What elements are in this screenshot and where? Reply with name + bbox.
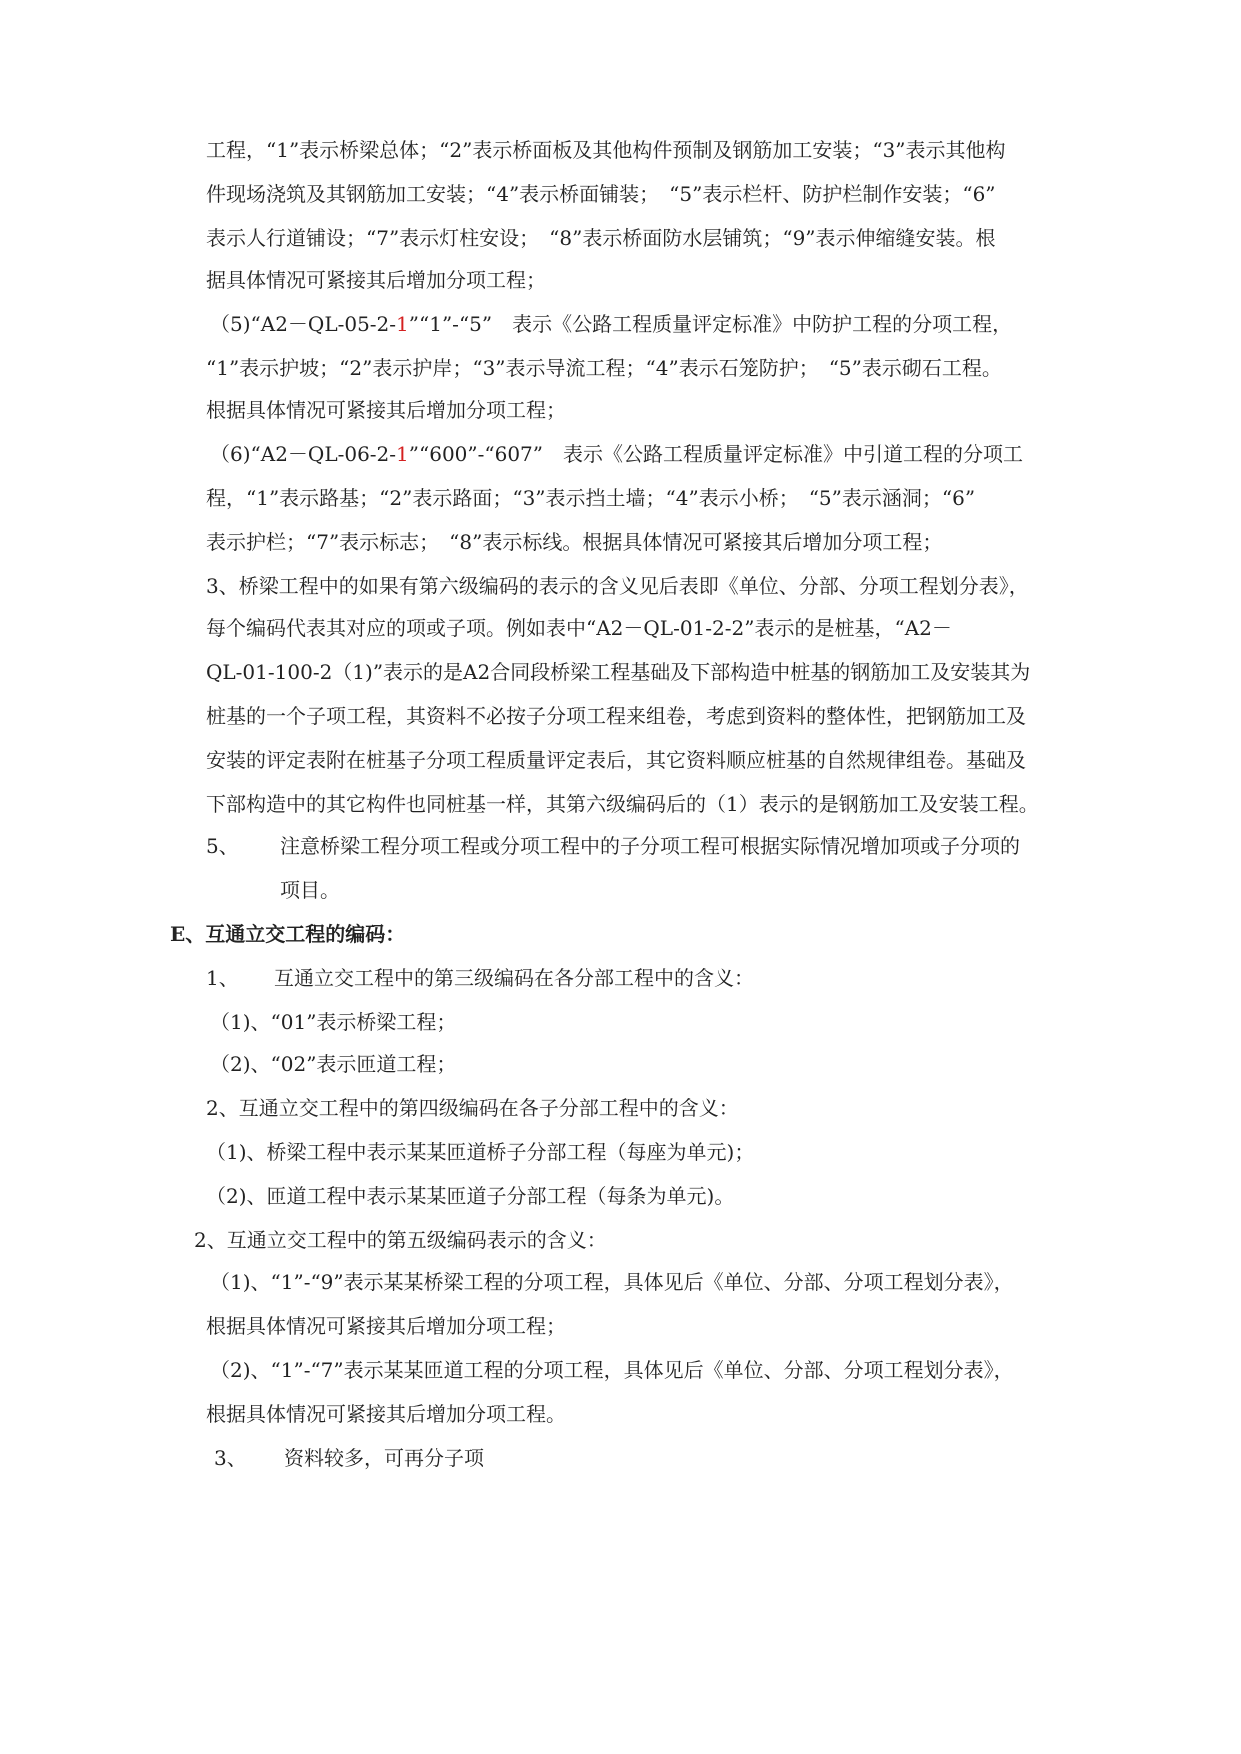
- list-number: 1、: [206, 966, 239, 990]
- paragraph-line: 根据具体情况可紧接其后增加分项工程；: [206, 1314, 566, 1338]
- paragraph-line: 桩基的一个子项工程，其资料不必按子分项工程来组卷，考虑到资料的整体性，把钢筋加工及: [206, 704, 1026, 728]
- paragraph-line: （1)、“01”表示桥梁工程；: [210, 1010, 457, 1034]
- list-item-e1-text: 互通立交工程中的第三级编码在各分部工程中的含义：: [274, 966, 754, 990]
- list-item-3: [214, 1444, 247, 1472]
- paragraph-line: 工程，“1”表示桥梁总体；“2”表示桥面板及其他构件预制及钢筋加工安装；“3”表示其他构: [206, 138, 1006, 162]
- paragraph-line: 根据具体情况可紧接其后增加分项工程；: [206, 398, 566, 422]
- paragraph-line: QL-01-100-2（1)”表示的是A2合同段桥梁工程基础及下部构造中桩基的钢筋加工及安装其为: [206, 660, 1031, 684]
- section-heading: E、互通立交工程的编码：: [170, 922, 406, 946]
- paragraph-line: （1)、“1”-“9”表示某某桥梁工程的分项工程，具体见后《单位、分部、分项工程划分表》，: [210, 1270, 1014, 1294]
- list-item-5: [206, 832, 239, 860]
- paragraph-line: 据具体情况可紧接其后增加分项工程；: [206, 268, 546, 292]
- paragraph-line: 2、互通立交工程中的第四级编码在各子分部工程中的含义：: [206, 1096, 739, 1120]
- paragraph-line: （1)、桥梁工程中表示某某匝道桥子分部工程（每座为单元)；: [206, 1140, 755, 1164]
- code-prefix: （5)“A2－QL-05-2-: [210, 312, 397, 336]
- paragraph-line-6: [210, 440, 1023, 468]
- code-suffix: ”“600”-“607” 表示《公路工程质量评定标准》中引道工程的分项工: [408, 442, 1024, 466]
- paragraph-line: 表示护栏；“7”表示标志； “8”表示标线。根据具体情况可紧接其后增加分项工程；: [206, 530, 943, 554]
- paragraph-line: 下部构造中的其它构件也同桩基一样，其第六级编码后的（1）表示的是钢筋加工及安装工程。: [206, 792, 1039, 816]
- list-item-5-text: 注意桥梁工程分项工程或分项工程中的子分项工程可根据实际情况增加项或子分项的: [280, 834, 1020, 858]
- code-prefix: （6)“A2－QL-06-2-: [210, 442, 397, 466]
- paragraph-line: 根据具体情况可紧接其后增加分项工程。: [206, 1402, 566, 1426]
- paragraph-line: 表示人行道铺设；“7”表示灯柱安设； “8”表示桥面防水层铺筑；“9”表示伸缩缝安装。根: [206, 226, 996, 250]
- code-highlight: 1: [396, 312, 409, 336]
- paragraph-line: “1”表示护坡；“2”表示护岸；“3”表示导流工程；“4”表示石笼防护； “5”表示砌石工程。: [206, 356, 1002, 380]
- paragraph-line: 每个编码代表其对应的项或子项。例如表中“A2－QL-01-2-2”表示的是桩基，“A2－: [206, 616, 952, 640]
- list-item-3-text: 资料较多，可再分子项: [284, 1446, 484, 1470]
- paragraph-line: （2)、匝道工程中表示某某匝道子分部工程（每条为单元)。: [206, 1184, 735, 1208]
- paragraph-line-5: [210, 310, 1012, 338]
- code-highlight: 1: [396, 442, 409, 466]
- paragraph-line: （2)、“1”-“7”表示某某匝道工程的分项工程，具体见后《单位、分部、分项工程划分表》，: [210, 1358, 1014, 1382]
- list-number: 5、: [206, 834, 239, 858]
- paragraph-line: 安装的评定表附在桩基子分项工程质量评定表后，其它资料顺应桩基的自然规律组卷。基础及: [206, 748, 1026, 772]
- paragraph-line: 件现场浇筑及其钢筋加工安装；“4”表示桥面铺装； “5”表示栏杆、防护栏制作安装；“6”: [206, 182, 996, 206]
- paragraph-line: 2、互通立交工程中的第五级编码表示的含义：: [194, 1228, 607, 1252]
- paragraph-line: （2)、“02”表示匝道工程；: [210, 1052, 457, 1076]
- paragraph-line: 3、桥梁工程中的如果有第六级编码的表示的含义见后表即《单位、分部、分项工程划分表》，: [206, 574, 1029, 598]
- list-item-e1: [206, 964, 239, 992]
- paragraph-line: 项目。: [280, 878, 340, 902]
- list-number: 3、: [214, 1446, 247, 1470]
- paragraph-line: 程，“1”表示路基；“2”表示路面；“3”表示挡土墙；“4”表示小桥； “5”表示涵洞；“6”: [206, 486, 976, 510]
- code-suffix: ”“1”-“5” 表示《公路工程质量评定标准》中防护工程的分项工程，: [408, 312, 1013, 336]
